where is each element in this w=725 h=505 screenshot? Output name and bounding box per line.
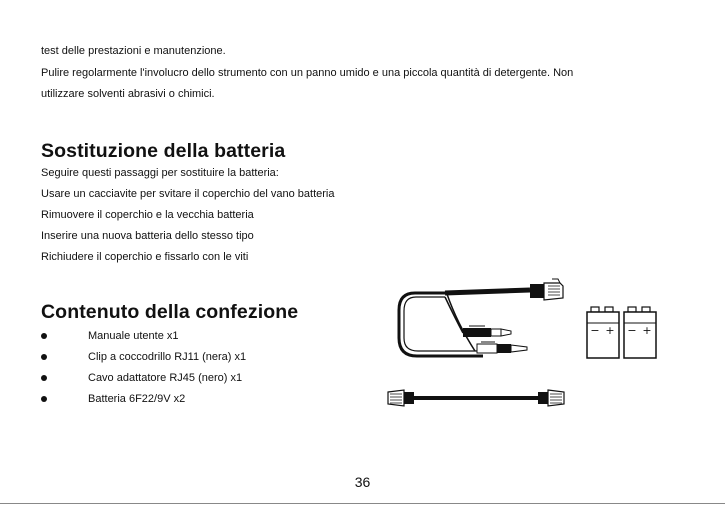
rj11-clip-cable-illustration — [385, 278, 575, 370]
battery-section-title: Sostituzione della batteria — [41, 140, 286, 162]
rj45-plug-left-icon — [388, 390, 414, 406]
battery-plus-label: + — [642, 324, 652, 337]
bullet-dot — [41, 333, 47, 339]
page-bottom-divider — [0, 503, 725, 504]
rj45-cable-illustration — [386, 388, 568, 410]
intro-line-1: test delle prestazioni e manutenzione. — [41, 45, 226, 57]
battery-icon — [587, 307, 619, 358]
9v-batteries-illustration — [585, 305, 660, 361]
battery-minus-label: − — [590, 324, 600, 337]
battery-step-4: Richiudere il coperchio e fissarlo con le viti — [41, 251, 249, 263]
battery-step-1: Usare un cacciavite per svitare il coperchio del vano batteria — [41, 188, 335, 200]
battery-minus-label: − — [627, 324, 637, 337]
contents-item-clip: Clip a coccodrillo RJ11 (nera) x1 — [88, 351, 247, 363]
bullet-dot — [41, 354, 47, 360]
rj45-plug-right-icon — [538, 390, 564, 406]
battery-plus-label: + — [605, 324, 615, 337]
bullet-dot — [41, 375, 47, 381]
contents-item-manual: Manuale utente x1 — [88, 330, 179, 342]
contents-item-cable: Cavo adattatore RJ45 (nero) x1 — [88, 372, 243, 384]
battery-icon — [624, 307, 656, 358]
contents-item-battery: Batteria 6F22/9V x2 — [88, 393, 186, 405]
contents-section-title: Contenuto della confezione — [41, 301, 299, 323]
page-number: 36 — [354, 474, 371, 490]
intro-line-3: utilizzare solventi abrasivi o chimici. — [41, 88, 215, 100]
battery-step-intro: Seguire questi passaggi per sostituire la batteria: — [41, 167, 279, 179]
intro-line-2: Pulire regolarmente l'involucro dello strumento con un panno umido e una piccola quantità di detergente. Non — [41, 67, 574, 79]
battery-step-3: Inserire una nuova batteria dello stesso tipo — [41, 230, 254, 242]
bullet-dot — [41, 396, 47, 402]
battery-step-2: Rimuovere il coperchio e la vecchia batteria — [41, 209, 254, 221]
